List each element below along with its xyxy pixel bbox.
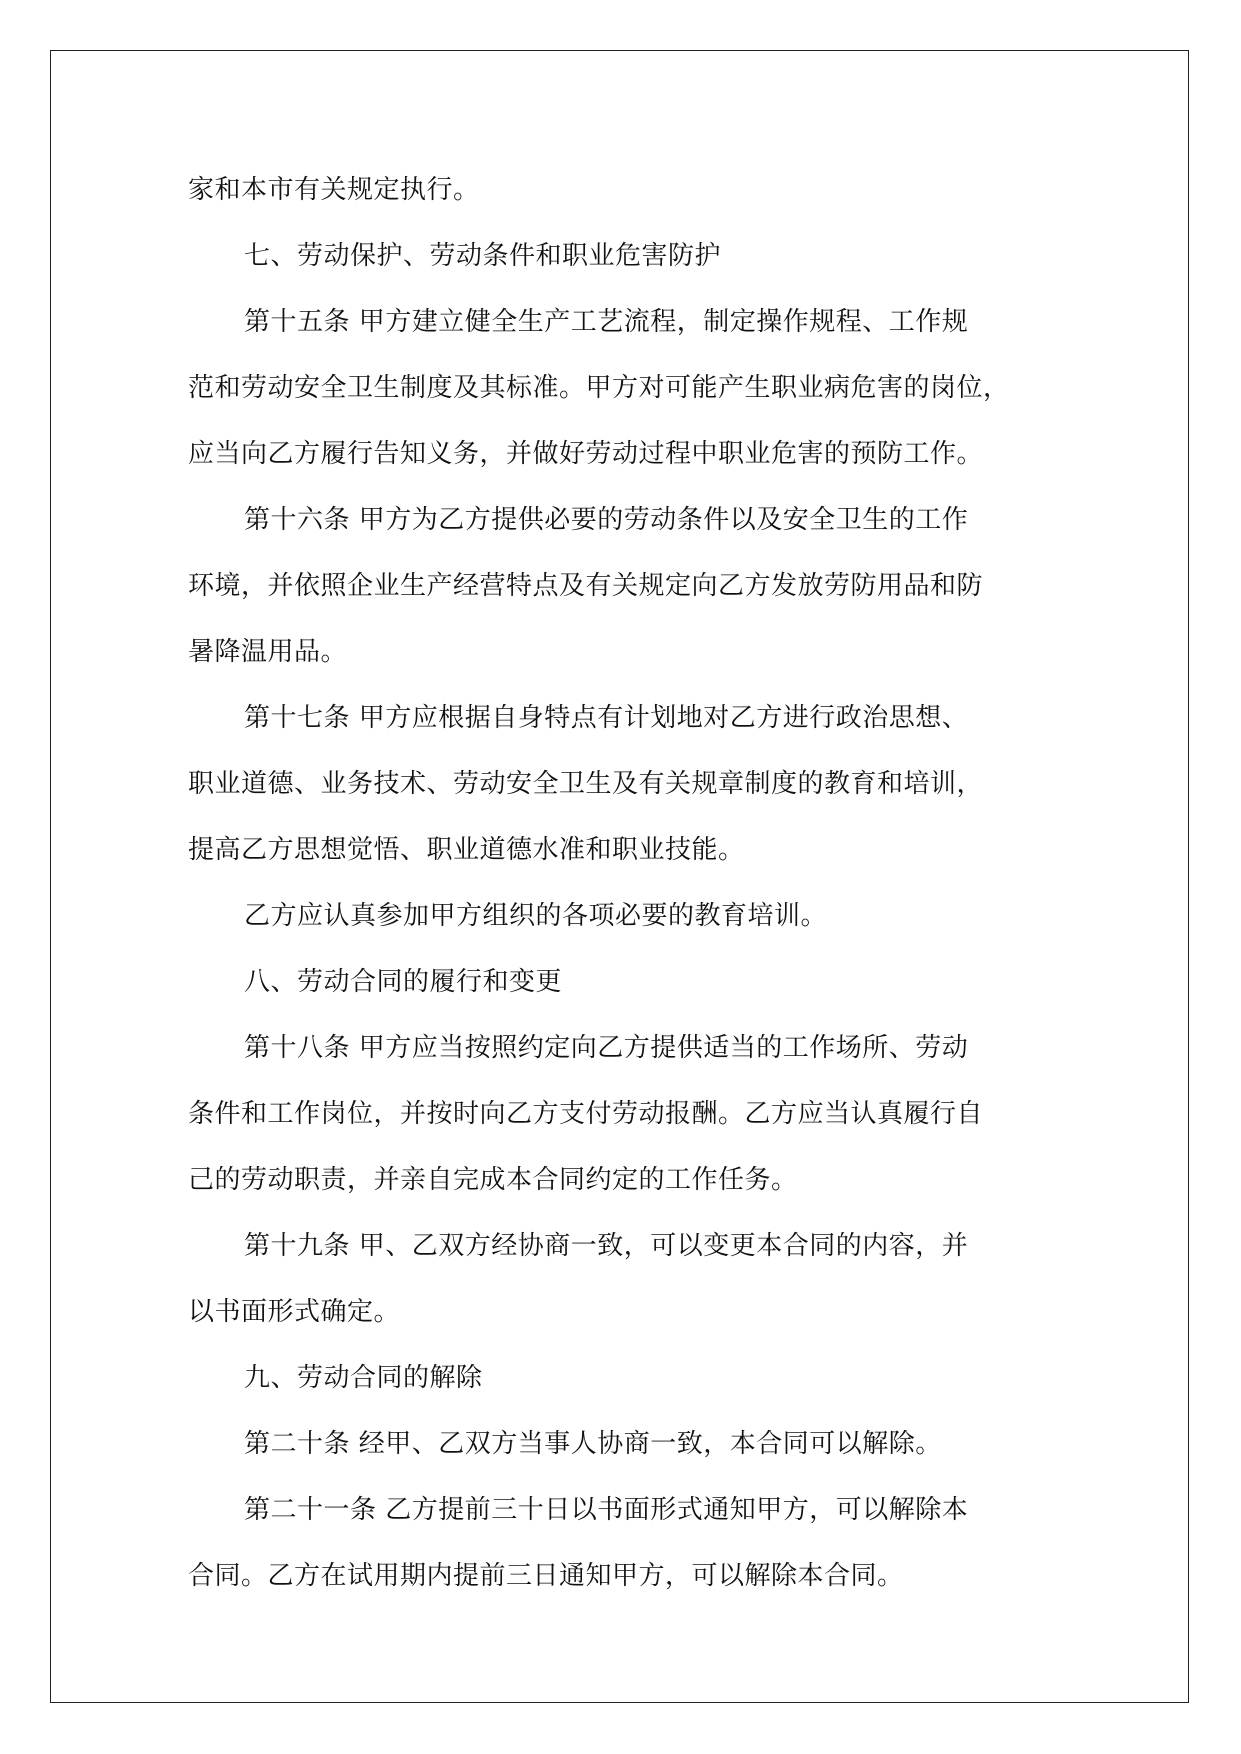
- text-line: 提高乙方思想觉悟、职业道德水准和职业技能。: [188, 835, 745, 865]
- section-heading: 七、劳动保护、劳动条件和职业危害防护: [244, 241, 722, 271]
- document-body: [188, 157, 1058, 1609]
- text-line: 以书面形式确定。: [188, 1297, 401, 1327]
- text-line: 第十七条 甲方应根据自身特点有计划地对乙方进行政治思想、: [244, 703, 969, 733]
- text-line: 第十九条 甲、乙双方经协商一致，可以变更本合同的内容，并: [244, 1231, 969, 1261]
- text-line: 第十六条 甲方为乙方提供必要的劳动条件以及安全卫生的工作: [244, 505, 969, 535]
- text-line: 环境，并依照企业生产经营特点及有关规定向乙方发放劳防用品和防: [188, 571, 984, 601]
- section-heading: 九、劳动合同的解除: [244, 1363, 483, 1393]
- text-line: 职业道德、业务技术、劳动安全卫生及有关规章制度的教育和培训，: [188, 769, 984, 799]
- text-line: 己的劳动职责，并亲自完成本合同约定的工作任务。: [188, 1165, 798, 1195]
- text-line: 第十五条 甲方建立健全生产工艺流程，制定操作规程、工作规: [244, 307, 969, 337]
- text-line: 条件和工作岗位，并按时向乙方支付劳动报酬。乙方应当认真履行自: [188, 1099, 984, 1129]
- text-line: 合同。乙方在试用期内提前三日通知甲方，可以解除本合同。: [188, 1561, 904, 1591]
- text-line: 家和本市有关规定执行。: [188, 175, 480, 205]
- text-line: 第十八条 甲方应当按照约定向乙方提供适当的工作场所、劳动: [244, 1033, 969, 1063]
- text-line: 暑降温用品。: [188, 637, 348, 667]
- text-line: 应当向乙方履行告知义务，并做好劳动过程中职业危害的预防工作。: [188, 439, 984, 469]
- text-line: 第二十条 经甲、乙双方当事人协商一致，本合同可以解除。: [244, 1429, 942, 1459]
- text-line: 第二十一条 乙方提前三十日以书面形式通知甲方，可以解除本: [244, 1495, 969, 1525]
- section-heading: 八、劳动合同的履行和变更: [244, 967, 563, 997]
- text-line: 乙方应认真参加甲方组织的各项必要的教育培训。: [244, 901, 828, 931]
- text-line: 范和劳动安全卫生制度及其标准。甲方对可能产生职业病危害的岗位，: [188, 373, 1010, 403]
